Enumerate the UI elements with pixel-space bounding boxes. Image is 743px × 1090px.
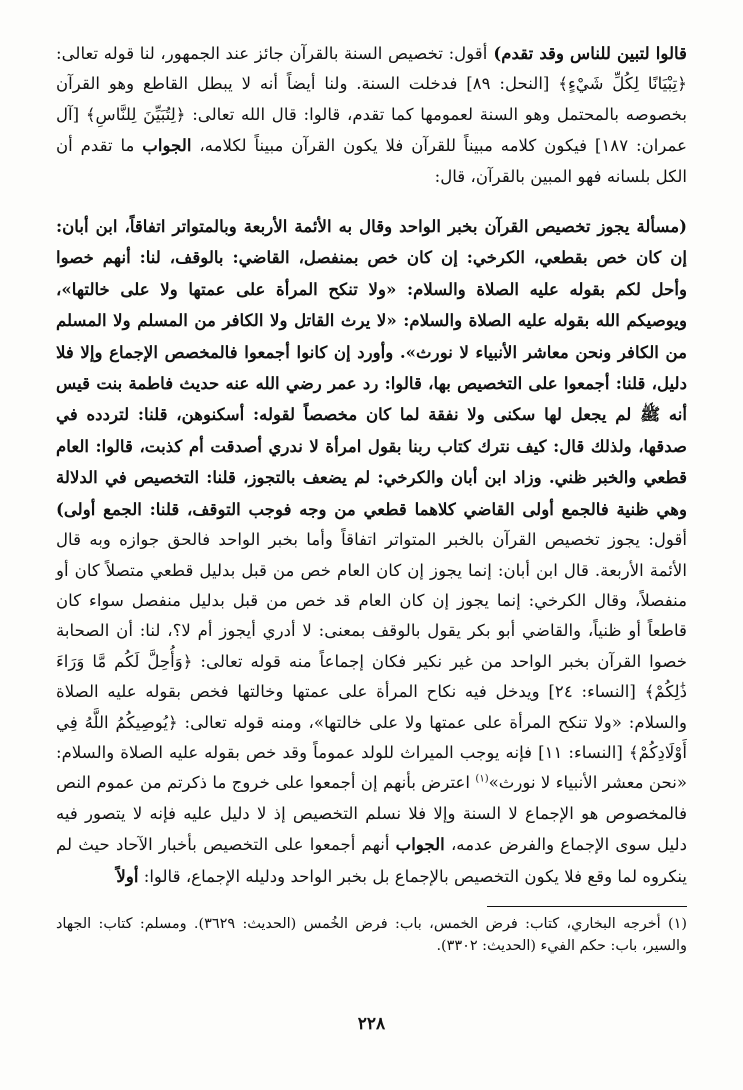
paragraph-1 [56,38,687,192]
text-segment: أقول: يجوز تخصيص القرآن بالخبر المتواتر اتفاقاً وأما بخبر الواحد فالحق جوازه وبه قال الأئمة الأربعة. قال ابن أبان: إنما يجوز إن كان العام خص من قبل بدليل قطعي متصلاً كان أو منفصلاً، وقال الكرخي: إنما يجوز إن كان العام قد خص من قبل بدليل منفصل سواء كان قاطعاً أو ظنياً، والقاضي أبو بكر يقول بالوقف بمعنى: لا أدري أيجوز أم لا؟، لنا: أن الصحابة خصوا القرآن بخبر الواحد من غير نكير فكان إجماعاً منه قوله تعالى: ﴿وَأُحِلَّ لَكُم مَّا وَرَاءَ ذَٰلِكُمْ﴾ [النساء: ٢٤] ويدخل فيه نكاح المرأة على عمتها وخالتها فخص بقوله عليه الصلاة والسلام: «ولا تنكح المرأة على عمتها ولا على خالتها»، ومنه قوله تعالى: ﴿يُوصِيكُمُ اللَّهُ فِي أَوْلَادِكُمْ﴾ [النساء: ١١] فإنه يوجب الميراث للولد عموماً وقد خص بقوله عليه الصلاة والسلام: «نحن معشر الأنبياء لا نورث» [56,530,688,793]
page-number: ٢٢٨ [357,1014,386,1034]
text-segment: اعترض بأنهم إن أجمعوا على خروج ما ذكرتم من عموم النص فالمخصوص هو الإجماع لا السنة وإلا فلا نسلم التخصيص إذ لا دليل عليه فإنه لا يتصور فيه دليل سوى الإجماع والفرض عدمه، [56,773,687,855]
text-segment: أولاً [116,865,139,886]
text-segment: الجواب [142,135,192,156]
text-segment: قالوا لتبين للناس وقد تقدم) [487,43,687,63]
paragraph-2 [56,211,687,892]
text-segment: ما تقدم أن الكل بلسانه فهو المبين بالقرآن، قال: [56,136,687,186]
text-segment: أنهم أجمعوا على التخصيص بأخبار الآحاد حيث لم ينكروه لما وقع فلا يكون التخصيص بالإجماع بل بخبر الواحد ودليله الإجماع، قالوا: [56,835,687,886]
footnote-reference: (١) [475,773,489,785]
text-segment: (مسألة يجوز تخصيص القرآن بخبر الواحد وقال به الأئمة الأربعة وبالمتواتر اتفاقاً، ابن أبان: إن كان خص بقطعي، الكرخي: إن كان خص بمنفصل، القاضي: بالوقف، لنا: أنهم خصوا وأحل لكم بقوله عليه الصلاة والسلام: «ولا تنكح المرأة على عمتها ولا على خالتها»، ويوصيكم الله بقوله عليه الصلاة والسلام: «لا يرث القاتل ولا الكافر من المسلم ولا المسلم من الكافر ونحن معاشر الأنبياء لا نورث». وأورد إن كانوا أجمعوا فالمخصص الإجماع وإلا فلا دليل، قلنا: أجمعوا على التخصيص بها، قالوا: رد عمر رضي الله عنه حديث فاطمة بنت قيس أنه ﷺ لم يجعل لها سكنى ولا نفقة لما كان مخصصاً لقوله: أسكنوهن، قلنا: لتردده في صدقها، ولذلك قال: كيف نترك كتاب ربنا بقول امرأة لا ندري أصدقت أم كذبت، قالوا: العام قطعي والخبر ظني. وزاد ابن أبان والكرخي: لم يضعف بالتجوز، قلنا: التخصيص في الدلالة وهي ظنية فالجمع أولى القاضي كلاهما قطعي من وجه فوجب التوقف، قلنا: الجمع أولى) [56,216,687,519]
text-segment: أقول: تخصيص السنة بالقرآن جائز عند الجمهور، لنا قوله تعالى: ﴿تِبْيَانًا لِكُلِّ شَيْءٍ﴾ [النحل: ٨٩] فدخلت السنة. ولنا أيضاً أنه لا يبطل القاطع وهو القرآن بخصوصه بالمحتمل وهو السنة لعمومها كما تقدم، قالوا: قال الله تعالى: ﴿لِتُبَيِّنَ لِلنَّاسِ﴾ [آل عمران: ١٨٧] فيكون كلامه مبيناً للقرآن فلا يكون القرآن مبيناً لكلامه، [56,44,688,156]
footnote: (١) أخرجه البخاري، كتاب: فرض الخمس، باب: فرض الخُمس (الحديث: ٣٦٢٩). ومسلم: كتاب: الجهاد والسير، باب: حكم الفيء (الحديث: ٣٣٠٢). [56,915,687,954]
footnote-divider [487,906,687,907]
text-segment: الجواب [395,834,445,855]
